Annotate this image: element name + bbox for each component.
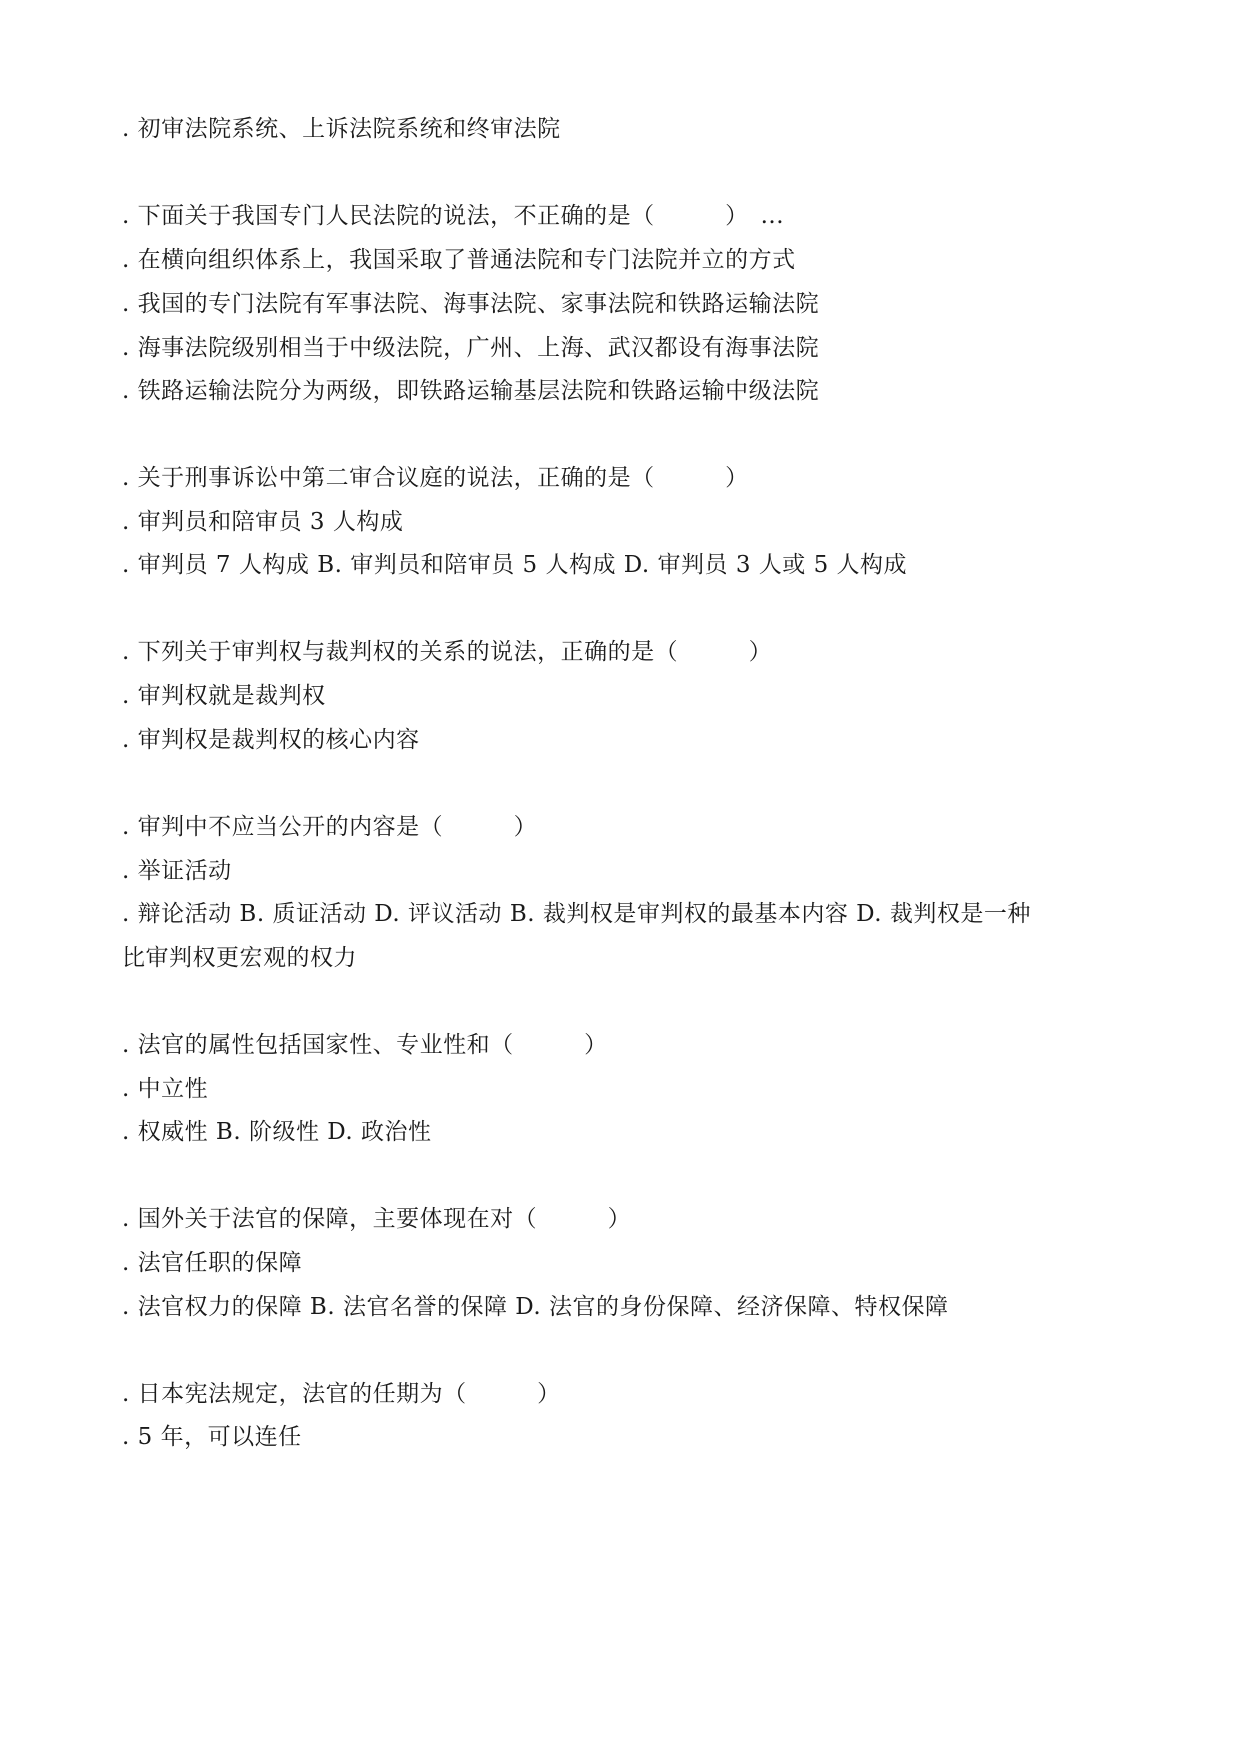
option-line: . 权威性 B. 阶级性 D. 政治性 <box>122 1119 432 1145</box>
option-line: . 5 年，可以连任 <box>122 1424 302 1450</box>
question-line: . 日本宪法规定，法官的任期为（ ） <box>122 1381 561 1407</box>
option-line: 比审判权更宏观的权力 <box>122 945 357 971</box>
question-line: . 审判中不应当公开的内容是（ ） <box>122 814 538 840</box>
question-line: . 国外关于法官的保障，主要体现在对（ ） <box>122 1206 632 1232</box>
option-line: . 海事法院级别相当于中级法院，广州、上海、武汉都设有海事法院 <box>122 335 820 361</box>
option-line: . 审判员 7 人构成 B. 审判员和陪审员 5 人构成 D. 审判员 3 人或 5 人构成 <box>122 552 908 578</box>
option-line: . 审判权就是裁判权 <box>122 683 326 709</box>
question-line: . 下面关于我国专门人民法院的说法，不正确的是（ ） ... <box>122 203 785 229</box>
question-line: . 关于刑事诉讼中第二审合议庭的说法，正确的是（ ） <box>122 465 749 491</box>
option-line: . 铁路运输法院分为两级，即铁路运输基层法院和铁路运输中级法院 <box>122 378 820 404</box>
question-line: . 下列关于审判权与裁判权的关系的说法，正确的是（ ） <box>122 639 773 665</box>
option-line: . 中立性 <box>122 1076 209 1102</box>
question-line: . 法官的属性包括国家性、专业性和（ ） <box>122 1032 608 1058</box>
option-line: . 审判员和陪审员 3 人构成 <box>122 509 404 535</box>
option-line: . 举证活动 <box>122 858 232 884</box>
option-line: . 在横向组织体系上，我国采取了普通法院和专门法院并立的方式 <box>122 247 796 273</box>
option-line: . 辩论活动 B. 质证活动 D. 评议活动 B. 裁判权是审判权的最基本内容 D. 裁判权是一种 <box>122 901 1031 927</box>
option-line: . 我国的专门法院有军事法院、海事法院、家事法院和铁路运输法院 <box>122 291 820 317</box>
option-line: . 审判权是裁判权的核心内容 <box>122 727 420 753</box>
text-line: . 初审法院系统、上诉法院系统和终审法院 <box>122 116 561 142</box>
option-line: . 法官权力的保障 B. 法官名誉的保障 D. 法官的身份保障、经济保障、特权保障 <box>122 1294 949 1320</box>
option-line: . 法官任职的保障 <box>122 1250 303 1276</box>
